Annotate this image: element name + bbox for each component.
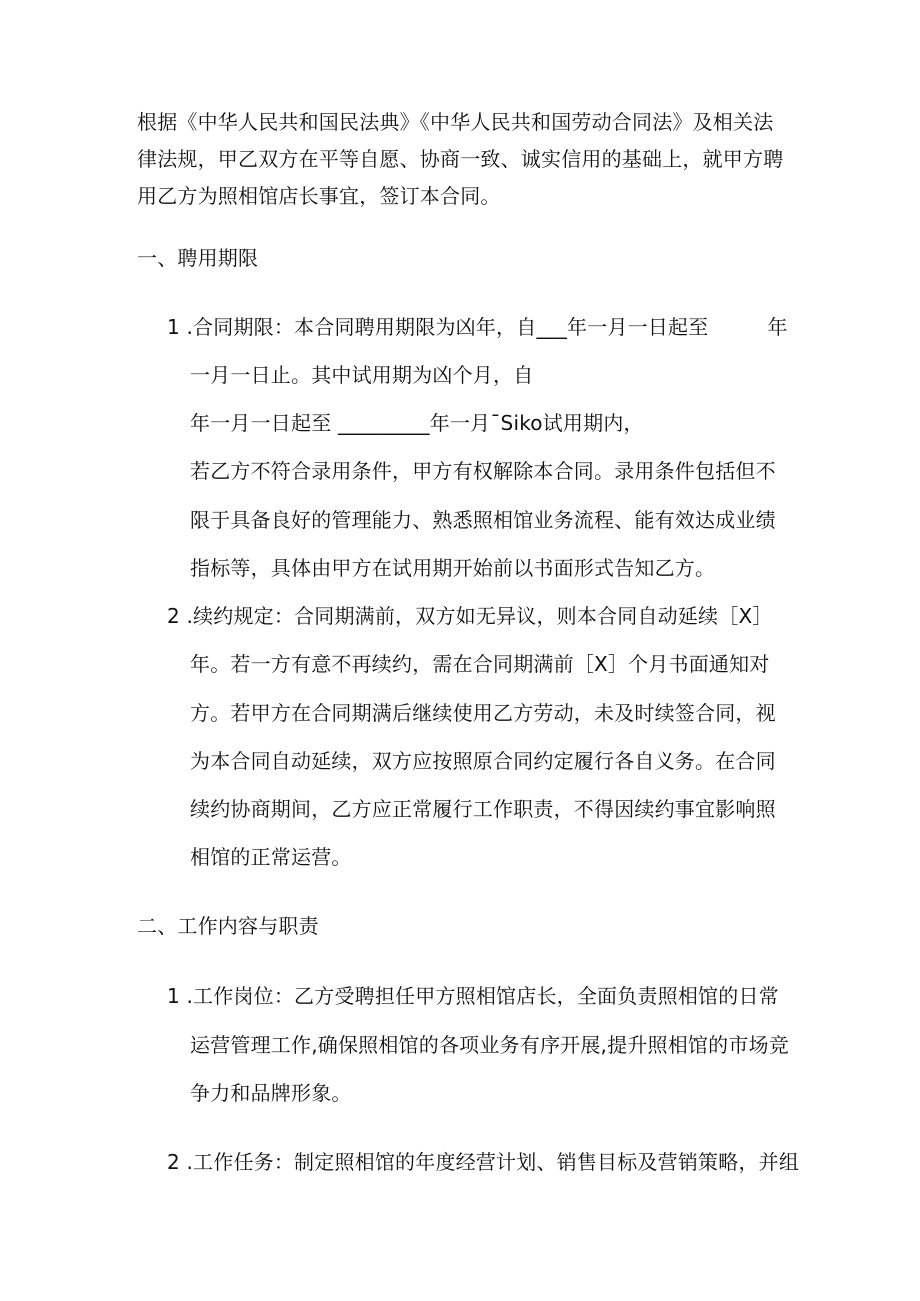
s1-item1-line-2: 一月一日止。其中试用期为凶个月，自	[190, 363, 534, 387]
intro-line-2: 律法规，甲乙双方在平等自愿、协商一致、诚实信用的基础上，就甲方聘	[137, 147, 784, 171]
s2-item2-line-1: 2 .工作任务：制定照相馆的年度经营计划、销售目标及营销策略，并组	[167, 1150, 800, 1174]
s1-item1-line-4: 若乙方不符合录用条件，甲方有权解除本合同。录用条件包括但不	[190, 459, 776, 483]
s1-item1-line-5: 限于具备良好的管理能力、熟悉照相馆业务流程、能有效达成业绩	[190, 508, 776, 532]
s1-item1-line-1: 1 .合同期限：本合同聘用期限为凶年，自___年一月一日起至 年	[167, 315, 788, 339]
s2-item1-line-1: 1 .工作岗位：乙方受聘担任甲方照相馆店长，全面负责照相馆的日常	[167, 984, 779, 1008]
section-2-heading: 二、工作内容与职责	[137, 914, 319, 938]
s1-item2-line-1: 2 .续约规定：合同期满前，双方如无异议，则本合同自动延续［X］	[167, 604, 773, 628]
s1-item2-line-5: 续约协商期间，乙方应正常履行工作职责，不得因续约事宜影响照	[190, 797, 776, 821]
s1-item1-line-3: 年一月一日起至 _________年一月¯Siko试用期内，	[190, 411, 644, 435]
s1-item2-line-6: 相馆的正常运营。	[190, 845, 352, 869]
section-1-heading: 一、聘用期限	[137, 246, 259, 270]
s1-item2-line-3: 方。若甲方在合同期满后继续使用乙方劳动，未及时续签合同，视	[190, 701, 776, 725]
intro-line-3: 用乙方为照相馆店长事宜，签订本合同。	[137, 184, 501, 208]
intro-line-1: 根据《中华人民共和国民法典》《中华人民共和国劳动合同法》及相关法	[137, 110, 774, 134]
s2-item1-line-2: 运营管理工作,确保照相馆的各项业务有序开展,提升照相馆的市场竞	[190, 1033, 789, 1057]
s1-item2-line-2: 年。若一方有意不再续约，需在合同期满前［X］个月书面通知对	[190, 652, 770, 676]
s2-item1-line-3: 争力和品牌形象。	[190, 1081, 352, 1105]
s1-item2-line-4: 为本合同自动延续，双方应按照原合同约定履行各自义务。在合同	[190, 749, 776, 773]
s1-item1-line-6: 指标等，具体由甲方在试用期开始前以书面形式告知乙方。	[190, 556, 716, 580]
